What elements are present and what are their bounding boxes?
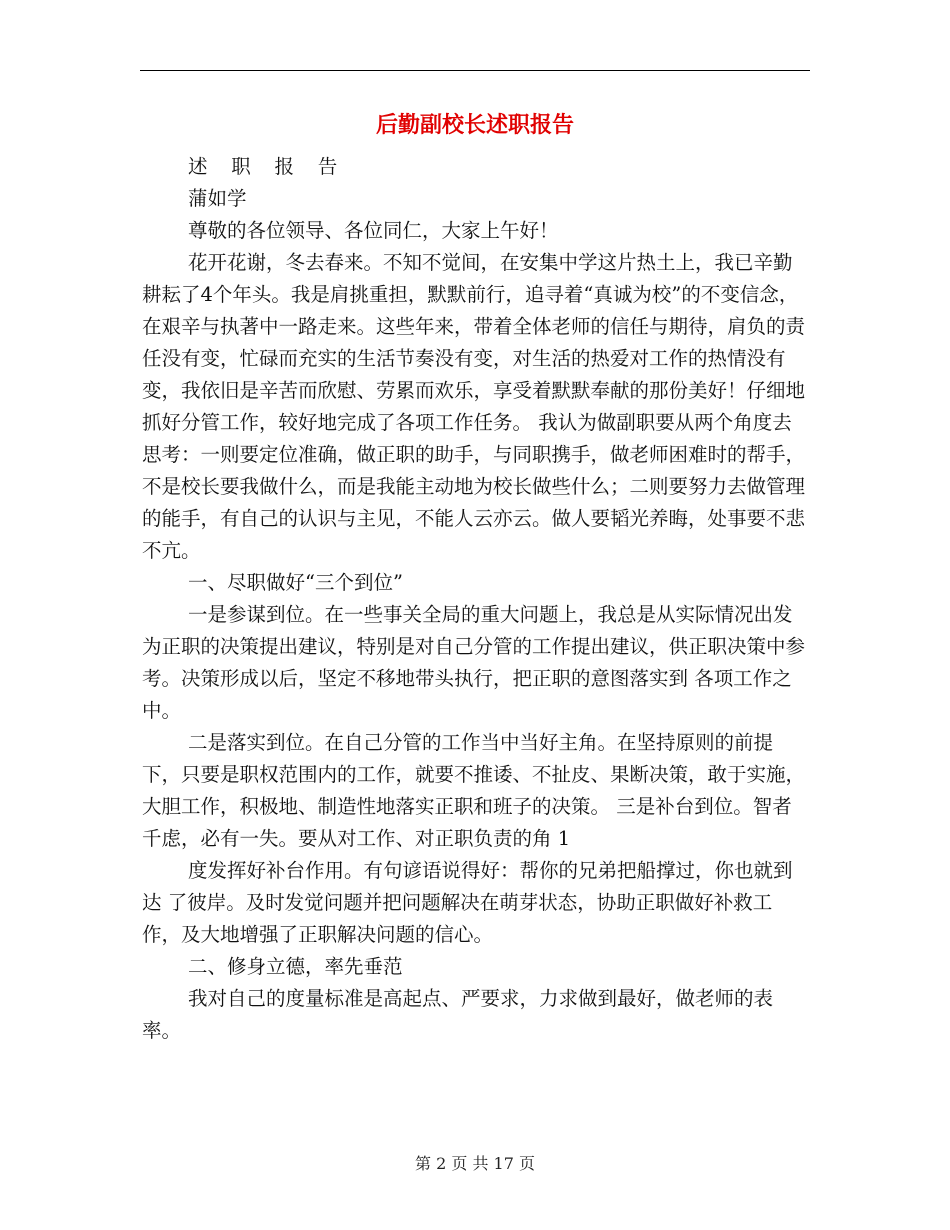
document-title: 后勤副校长述职报告	[375, 112, 574, 138]
body-paragraph: 度发挥好补台作用。有句谚语说得好：帮你的兄弟把船撑过，你也就到达 了彼岸。及时发觉问题并把问题解决在萌芽状态，协助正职做好补救工作，及大地增强了正职解决问题的信心。	[142, 859, 793, 946]
document-body	[142, 151, 806, 1047]
report-heading: 述 职 报 告	[188, 155, 347, 178]
header-rule	[140, 70, 810, 71]
section-heading-1: 一、尽职做好“三个到位”	[188, 571, 403, 594]
section-heading-2: 二、修身立德，率先垂范	[188, 955, 403, 978]
body-paragraph: 二是落实到位。在自己分管的工作当中当好主角。在坚持原则的前提下，只要是职权范围内的工作，就要不推诿、不扯皮、果断决策，敢于实施，大胆工作，积极地、制造性地落实正职和班子的决策。 三是补台到位。智者千虑，必有一失。要从对工作、对正职负责的角 1	[142, 731, 806, 850]
greeting-paragraph: 尊敬的各位领导、各位同仁，大家上午好！	[188, 219, 559, 242]
body-paragraph: 一是参谋到位。在一些事关全局的重大问题上，我总是从实际情况出发为正职的决策提出建议，特别是对自己分管的工作提出建议，供正职决策中参考。决策形成以后，坚定不移地带头执行，把正职的意图落实到 各项工作之中。	[142, 603, 806, 722]
author-name: 蒲如学	[188, 187, 247, 210]
page-footer: 第 2 页 共 17 页	[415, 1154, 535, 1173]
body-paragraph: 我对自己的度量标准是高起点、严要求，力求做到最好，做老师的表率。	[142, 987, 774, 1042]
intro-paragraph: 花开花谢，冬去春来。不知不觉间，在安集中学这片热土上，我已辛勤耕耘了4个年头。我是肩挑重担，默默前行，追寻着“真诚为校”的不变信念，在艰辛与执著中一路走来。这些年来，带着全体老师的信任与期待，肩负的责任没有变，忙碌而充实的生活节奏没有变，对生活的热爱对工作的热情没有变，我依旧是辛苦而欣慰、劳累而欢乐，享受着默默奉献的那份美好！仔细地抓好分管工作，较好地完成了各项工作任务。 我认为做副职要从两个角度去思考：一则要定位准确，做正职的助手，与同职携手，做老师困难时的帮手，不是校长要我做什么，而是我能主动地为校长做些什么；二则要努力去做管理的能手，有自己的认识与主见，不能人云亦云。做人要韬光养晦，处事要不悲不亢。	[142, 251, 806, 562]
